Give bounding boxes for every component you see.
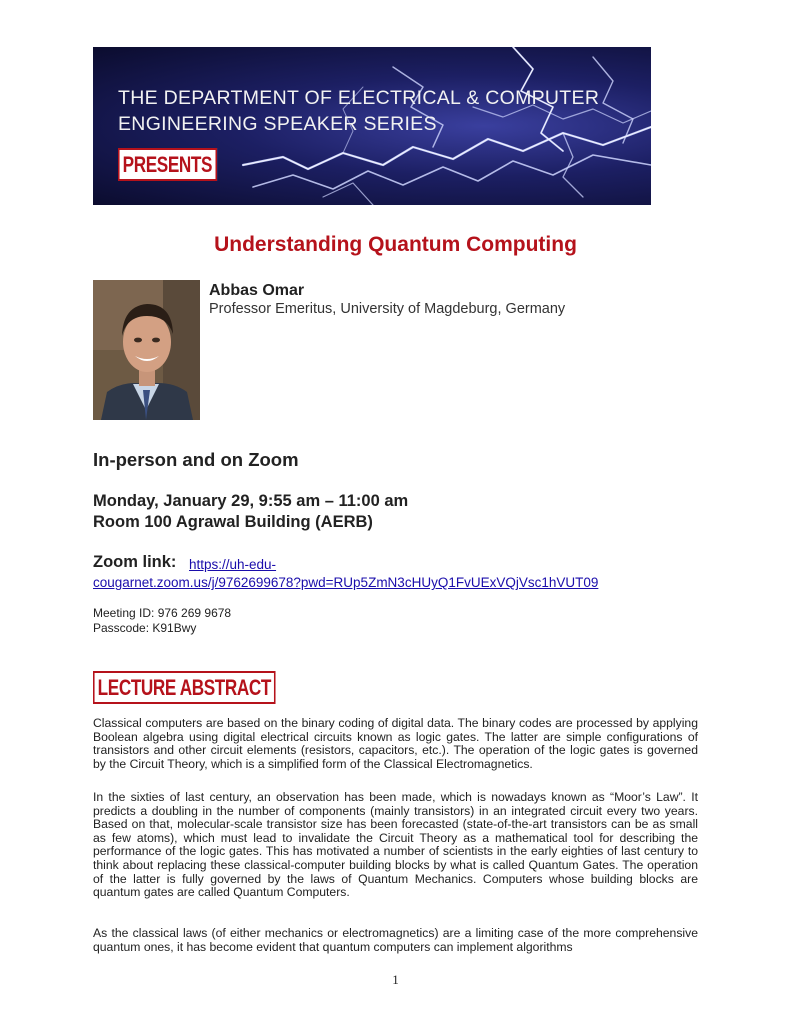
speaker-series-banner bbox=[93, 47, 651, 205]
event-datetime: Monday, January 29, 9:55 am – 11:00 am bbox=[93, 492, 409, 510]
presents-label: PRESENTS bbox=[118, 148, 217, 181]
abstract-paragraph-2: In the sixties of last century, an observation has been made, which is nowadays known as “Moor’s Law”. It predicts a doubling in the number of components (mainly transistors) in an integrated circuit every two years. Based on that, molecular-scale transistor size has been forecasted (state-of-the-art transistors can be as small as few atoms), which must lead to invalidate the Circuit Theory as a mathematical tool for describing the performance of the logic gates. This has motivated a number of scientists in the early eighties of last century to think about replacing these classical-computer building blocks by what is called Quantum Gates. The operation of the latter is fully governed by the laws of Quantum Mechanics. Computers whose building blocks are quantum gates are called Quantum Computers. bbox=[93, 790, 698, 900]
passcode: Passcode: K91Bwy bbox=[93, 621, 197, 635]
banner-line-1: THE DEPARTMENT OF ELECTRICAL & COMPUTER bbox=[118, 87, 600, 109]
lecture-abstract-heading: LECTURE ABSTRACT bbox=[93, 671, 276, 704]
page-number: 1 bbox=[392, 972, 399, 987]
abstract-paragraph-3: As the classical laws (of either mechanics or electromagnetics) are a limiting case of the more comprehensive quantum ones, it has become evident that quantum computers can implement algorithms bbox=[93, 926, 698, 954]
zoom-link-label: Zoom link: bbox=[93, 553, 177, 571]
speaker-title: Professor Emeritus, University of Magdeburg, Germany bbox=[209, 301, 566, 317]
zoom-link-url-continued[interactable]: cougarnet.zoom.us/j/9762699678?pwd=RUp5ZmN3cHUyQ1FvUExVQjVsc1hVUT09 bbox=[93, 575, 599, 590]
speaker-name: Abbas Omar bbox=[209, 282, 305, 299]
banner-line-2: ENGINEERING SPEAKER SERIES bbox=[118, 113, 437, 135]
zoom-link-url[interactable]: https://uh-edu- bbox=[189, 557, 277, 572]
meeting-id: Meeting ID: 976 269 9678 bbox=[93, 606, 232, 620]
speaker-photo bbox=[93, 280, 200, 420]
abstract-paragraph-1: Classical computers are based on the binary coding of digital data. The binary codes are processed by applying Boolean algebra using digital electrical circuits known as logic gates. The latter are simple configurations of transistors and other circuit elements (resistors, capacitors, etc.). The operation of the logic gates is governed by the Circuit Theory, which is a simplified form of the Classical Electromagnetics. bbox=[93, 716, 698, 771]
lecture-title: Understanding Quantum Computing bbox=[214, 233, 577, 256]
event-format: In-person and on Zoom bbox=[93, 449, 299, 470]
event-location: Room 100 Agrawal Building (AERB) bbox=[93, 513, 373, 531]
speaker-portrait-graphic bbox=[93, 280, 200, 420]
